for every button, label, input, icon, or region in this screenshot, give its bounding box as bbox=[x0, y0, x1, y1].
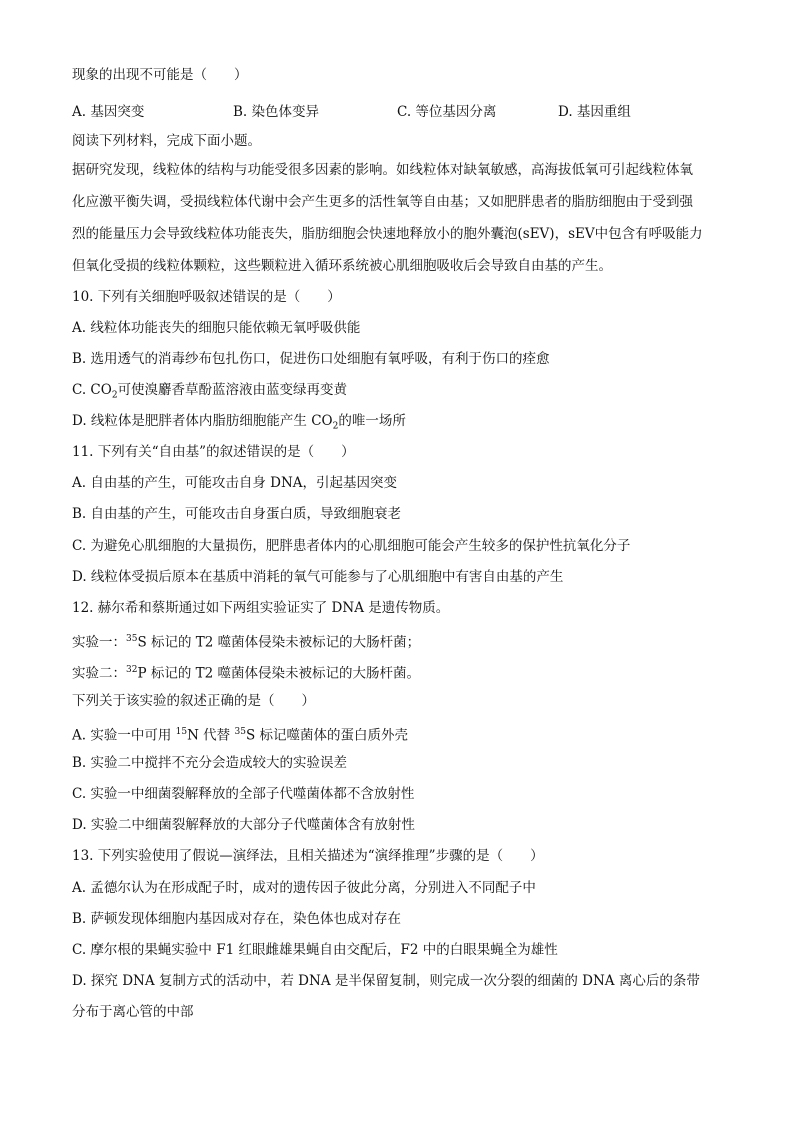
q9-options bbox=[72, 100, 732, 118]
q11-option-d: D. 线粒体受损后原本在基质中消耗的氧气可能参与了心肌细胞中有害自由基的产生 bbox=[72, 569, 564, 585]
q12-experiment-2: 实验二：$^{32}$P 标记的 T2 噬菌体侵染未被标记的大肠杆菌。 bbox=[72, 665, 421, 682]
q9-option-a: A. 基因突变 bbox=[72, 104, 145, 120]
q9-option-c: C. 等位基因分离 bbox=[397, 104, 497, 120]
q9-stem-tail: 现象的出现不可能是（ ） bbox=[72, 67, 248, 83]
q13-option-a: A. 孟德尔认为在形成配子时，成对的遗传因子彼此分离，分别进入不同配子中 bbox=[72, 880, 536, 896]
q13-option-d-line2: 分布于离心管的中部 bbox=[72, 1004, 194, 1020]
q9-option-d: D. 基因重组 bbox=[558, 104, 631, 120]
q13-option-d-line1: D. 探究 DNA 复制方式的活动中，若 DNA 是半保留复制，则完成一次分裂的细菌的 DNA 离心后的条带 bbox=[72, 973, 700, 989]
q11-option-b: B. 自由基的产生，可能攻击自身蛋白质，导致细胞衰老 bbox=[72, 506, 402, 522]
q12-option-a: A. 实验一中可用 $^{15}$N 代替 $^{35}$S 标记噬菌体的蛋白质外壳 bbox=[72, 727, 408, 744]
q11-option-c: C. 为避免心肌细胞的大量损伤，肥胖患者体内的心肌细胞可能会产生较多的保护性抗氧化分子 bbox=[72, 538, 631, 554]
q13-option-b: B. 萨顿发现体细胞内基因成对存在，染色体也成对存在 bbox=[72, 911, 402, 927]
q10-option-c: C. $CO_2$可使溴麝香草酚蓝溶液由蓝变绿再变黄 bbox=[72, 382, 348, 401]
q10-stem: 10. 下列有关细胞呼吸叙述错误的是（ ） bbox=[72, 289, 341, 305]
q10-option-d: D. 线粒体是肥胖者体内脂肪细胞能产生 $CO_2$的唯一场所 bbox=[72, 413, 406, 432]
passage-line: 化应激平衡失调，受损线粒体代谢中会产生更多的活性氧等自由基；又如肥胖患者的脂肪细胞由于受到强 bbox=[72, 194, 693, 210]
passage-line: 烈的能量压力会导致线粒体功能丧失，脂肪细胞会快速地释放小的胞外囊泡(sEV)，sEV中包含有呼吸能力 bbox=[72, 226, 703, 242]
q13-option-c: C. 摩尔根的果蝇实验中 F1 红眼雌雄果蝇自由交配后，F2 中的白眼果蝇全为雄性 bbox=[72, 942, 558, 958]
q12-stem: 12. 赫尔希和蔡斯通过如下两组实验证实了 DNA 是遗传物质。 bbox=[72, 600, 450, 616]
q10-option-b: B. 选用透气的消毒纱布包扎伤口，促进伤口处细胞有氧呼吸，有利于伤口的痊愈 bbox=[72, 351, 550, 367]
reading-passage bbox=[72, 154, 722, 282]
reading-instruction: 阅读下列材料，完成下面小题。 bbox=[72, 133, 261, 149]
passage-line: 但氧化受损的线粒体颗粒，这些颗粒进入循环系统被心肌细胞吸收后会导致自由基的产生。 bbox=[72, 258, 612, 274]
q12-option-d: D. 实验二中细菌裂解释放的大部分子代噬菌体含有放射性 bbox=[72, 817, 415, 833]
q12-option-b: B. 实验二中搅拌不充分会造成较大的实验误差 bbox=[72, 755, 348, 771]
q10-option-a: A. 线粒体功能丧失的细胞只能依赖无氧呼吸供能 bbox=[72, 320, 361, 336]
q13-stem: 13. 下列实验使用了假说—演绎法，且相关描述为“演绎推理”步骤的是（ ） bbox=[72, 848, 544, 864]
q12-option-c: C. 实验一中细菌裂解释放的全部子代噬菌体都不含放射性 bbox=[72, 786, 415, 802]
q11-stem: 11. 下列有关“自由基”的叙述错误的是（ ） bbox=[72, 444, 355, 460]
passage-line: 据研究发现，线粒体的结构与功能受很多因素的影响。如线粒体对缺氧敏感，高海拔低氧可引起线粒体氧 bbox=[72, 162, 693, 178]
q12-experiment-1: 实验一：$^{35}$S 标记的 T2 噬菌体侵染未被标记的大肠杆菌； bbox=[72, 634, 421, 651]
q12-question: 下列关于该实验的叙述正确的是（ ） bbox=[72, 693, 315, 709]
q11-option-a: A. 自由基的产生，可能攻击自身 DNA，引起基因突变 bbox=[72, 475, 398, 491]
q9-option-b: B. 染色体变异 bbox=[233, 104, 320, 120]
